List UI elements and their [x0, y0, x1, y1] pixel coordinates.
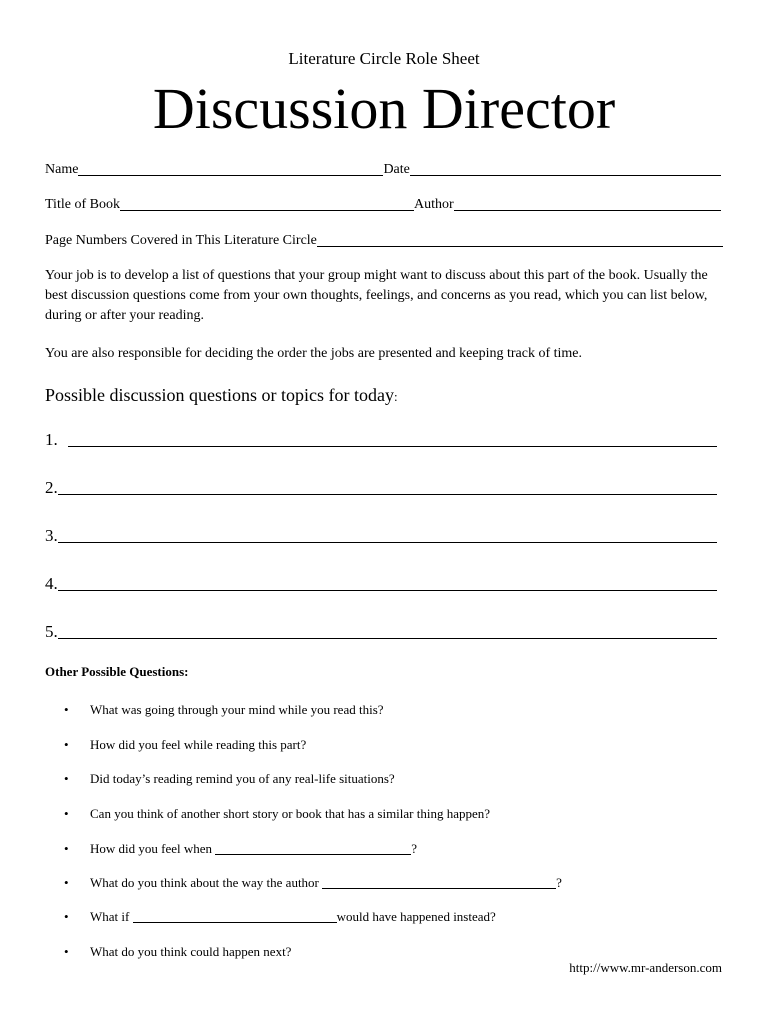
name-label: Name — [45, 162, 79, 177]
fill-in-blank[interactable] — [322, 876, 556, 889]
list-item-text-after: would have happened instead? — [336, 909, 496, 924]
bullet-icon: • — [64, 771, 69, 786]
pages-blank[interactable] — [317, 234, 723, 247]
question-line-1 — [45, 428, 717, 450]
footer-url: http://www.mr-anderson.com — [569, 960, 722, 975]
list-item-text-after: ? — [411, 841, 418, 856]
list-item — [64, 839, 724, 857]
list-item — [64, 942, 724, 960]
bullet-icon: • — [64, 944, 69, 959]
bullet-icon: • — [64, 702, 69, 717]
fill-in-blank[interactable] — [215, 842, 411, 855]
instructions-paragraph: Your job is to develop a list of questions that your group might want to discuss about this part of the book. Usually the best discussion questions come from your own thoughts, feelings, and concerns as you read, which you can list below, during or after your reading. — [45, 268, 708, 323]
question-number: 5. — [45, 622, 58, 641]
pages-label: Page Numbers Covered in This Literature Circle — [45, 233, 317, 248]
sheet-subtitle: Literature Circle Role Sheet — [288, 49, 480, 68]
question-line-5 — [45, 620, 717, 642]
question-blank[interactable] — [58, 624, 717, 639]
question-blank[interactable] — [58, 576, 717, 591]
question-number: 4. — [45, 574, 58, 593]
responsibility-paragraph: You are also responsible for deciding the order the jobs are presented and keeping track of time. — [45, 346, 583, 361]
questions-heading — [45, 384, 398, 408]
list-item — [64, 873, 724, 891]
name-date-row — [45, 160, 721, 178]
list-item — [64, 804, 724, 822]
date-label: Date — [383, 162, 410, 177]
bullet-icon: • — [64, 875, 69, 890]
bullet-icon: • — [64, 737, 69, 752]
list-item-text-before: What if — [90, 909, 133, 924]
question-number: 1. — [45, 430, 58, 449]
questions-heading-text: Possible discussion questions or topics for today — [45, 385, 394, 405]
pages-row — [45, 231, 723, 249]
question-blank[interactable] — [58, 480, 717, 495]
bullet-icon: • — [64, 806, 69, 821]
other-questions-heading: Other Possible Questions: — [45, 664, 189, 679]
list-item-text-before: How did you feel when — [90, 841, 216, 856]
fill-in-blank[interactable] — [133, 910, 337, 923]
question-number: 2. — [45, 478, 58, 497]
author-label: Author — [413, 197, 454, 212]
sheet-title: Discussion Director — [152, 76, 616, 141]
list-item-text: Can you think of another short story or book that has a similar thing happen? — [90, 806, 491, 821]
list-item-text: What was going through your mind while you read this? — [90, 702, 384, 717]
question-blank[interactable] — [58, 528, 717, 543]
bullet-icon: • — [64, 841, 69, 856]
author-blank[interactable] — [454, 198, 721, 211]
name-blank[interactable] — [78, 163, 383, 176]
list-item — [64, 700, 724, 718]
list-item-text-before: What do you think about the way the author — [90, 875, 323, 890]
date-blank[interactable] — [410, 163, 721, 176]
question-number: 3. — [45, 526, 58, 545]
list-item — [64, 907, 724, 925]
bullet-icon: • — [64, 909, 69, 924]
list-item — [64, 769, 724, 787]
question-line-4 — [45, 572, 717, 594]
book-title-blank[interactable] — [120, 198, 414, 211]
questions-heading-colon: : — [394, 389, 398, 404]
list-item-text: What do you think could happen next? — [90, 944, 292, 959]
question-blank[interactable] — [68, 432, 717, 447]
list-item-text: How did you feel while reading this part? — [90, 737, 307, 752]
question-line-3 — [45, 524, 717, 546]
list-item — [64, 735, 724, 753]
question-line-2 — [45, 476, 717, 498]
book-title-label: Title of Book — [45, 197, 120, 212]
list-item-text-after: ? — [556, 875, 562, 890]
title-author-row — [45, 195, 721, 213]
list-item-text: Did today’s reading remind you of any real-life situations? — [90, 771, 395, 786]
